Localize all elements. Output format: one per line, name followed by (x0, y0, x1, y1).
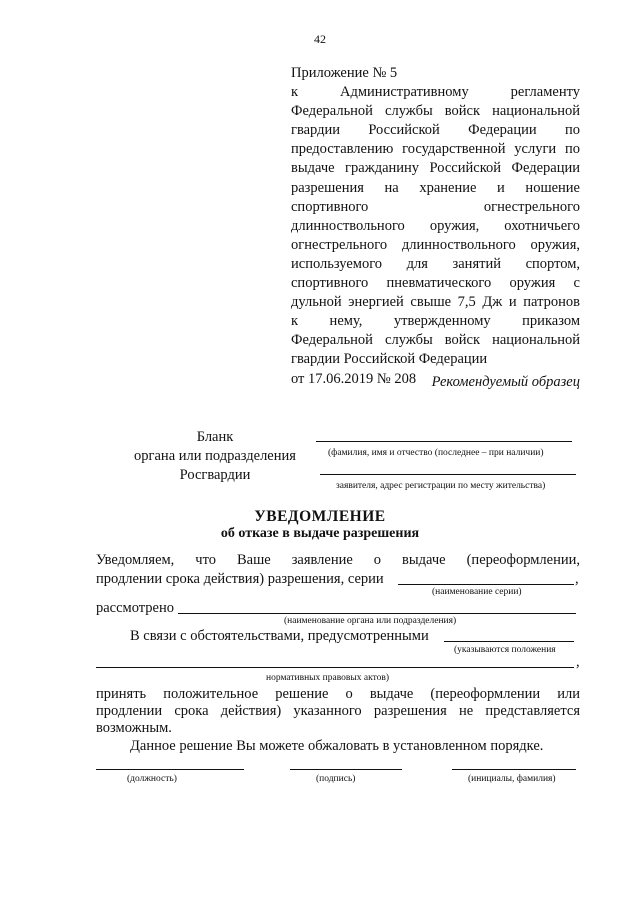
annex-line: Федеральной службы войск национальной (291, 103, 580, 120)
recipient-caption-address: заявителя, адрес регистрации по месту жительства) (336, 481, 546, 491)
acts-caption: нормативных правовых актов) (266, 673, 390, 683)
page-number: 42 (314, 32, 326, 46)
annex-line: дульной энергией свыше 7,5 Дж и патронов (291, 294, 580, 311)
reviewed-label: рассмотрено (96, 600, 175, 616)
annex-line: предоставлению государственной услуги по (291, 141, 580, 158)
annex-line: к Административному регламенту (291, 84, 580, 101)
acts-comma: , (576, 654, 580, 670)
annex-line: спортивного пневматического оружия с (291, 275, 580, 292)
paragraph-2: В связи с обстоятельствами, предусмотренными (130, 628, 429, 644)
paragraph-1-line-1: Уведомляем, что Ваше заявление о выдаче (переоформлении, (96, 552, 580, 568)
annex-block (291, 64, 580, 389)
position-signature-line (96, 769, 244, 770)
blank-line: Росгвардии (179, 467, 251, 483)
name-signature-line (452, 769, 576, 770)
annex-line: огнестрельного длинноствольного оружия, (291, 236, 580, 253)
name-caption: (инициалы, фамилия) (468, 774, 556, 784)
series-comma: , (575, 571, 579, 587)
annex-line: выдаче гражданину Российской Федерации (291, 160, 580, 177)
organ-caption: (наименование органа или подразделения) (284, 616, 457, 626)
annex-line: к нему, утвержденному приказом (291, 313, 580, 330)
annex-line: разрешения на хранение и ношение (291, 179, 580, 196)
document-subtitle: об отказе в выдаче разрешения (220, 526, 420, 541)
position-caption: (должность) (127, 774, 177, 784)
annex-line: от 17.06.2019 № 208 (291, 370, 417, 387)
provisions-field-line (444, 641, 574, 642)
sample-label: Рекомендуемый образец (431, 374, 580, 390)
annex-line: гвардии Российской Федерации по (291, 122, 580, 139)
annex-line: длинноствольного оружия, охотничьего (291, 217, 580, 234)
series-caption: (наименование серии) (432, 587, 522, 597)
blank-line: Бланк (196, 429, 234, 445)
paragraph-4: Данное решение Вы можете обжаловать в установленном порядке. (130, 738, 544, 754)
recipient-caption-name: (фамилия, имя и отчество (последнее – при наличии) (328, 448, 544, 458)
paragraph-1-line-2: продлении срока действия) разрешения, серии (96, 571, 384, 587)
signature-line (290, 769, 402, 770)
annex-line: используемого для занятий спортом, (291, 255, 580, 272)
annex-line: спортивного огнестрельного (291, 198, 580, 215)
letterhead-blank (100, 428, 330, 485)
signature-caption: (подпись) (316, 774, 356, 784)
paragraph-3-line-1: принять положительное решение о выдаче (переоформлении или (96, 686, 580, 702)
annex-line: Федеральной службы войск национальной (291, 332, 580, 349)
acts-field-line (96, 667, 574, 668)
paragraph-3-line-3: возможным. (96, 720, 172, 736)
series-field-line (398, 584, 574, 585)
blank-line: органа или подразделения (134, 448, 296, 464)
recipient-address-line (320, 474, 576, 475)
annex-line: гвардии Российской Федерации (291, 351, 488, 368)
recipient-name-line (316, 441, 572, 442)
annex-line: Приложение № 5 (291, 65, 398, 81)
document-title: УВЕДОМЛЕНИЕ (254, 508, 386, 525)
provisions-caption: (указываются положения (454, 645, 556, 655)
organ-field-line (178, 613, 576, 614)
paragraph-3-line-2: продлении срока действия) указанного разрешения не представляется (96, 703, 580, 719)
